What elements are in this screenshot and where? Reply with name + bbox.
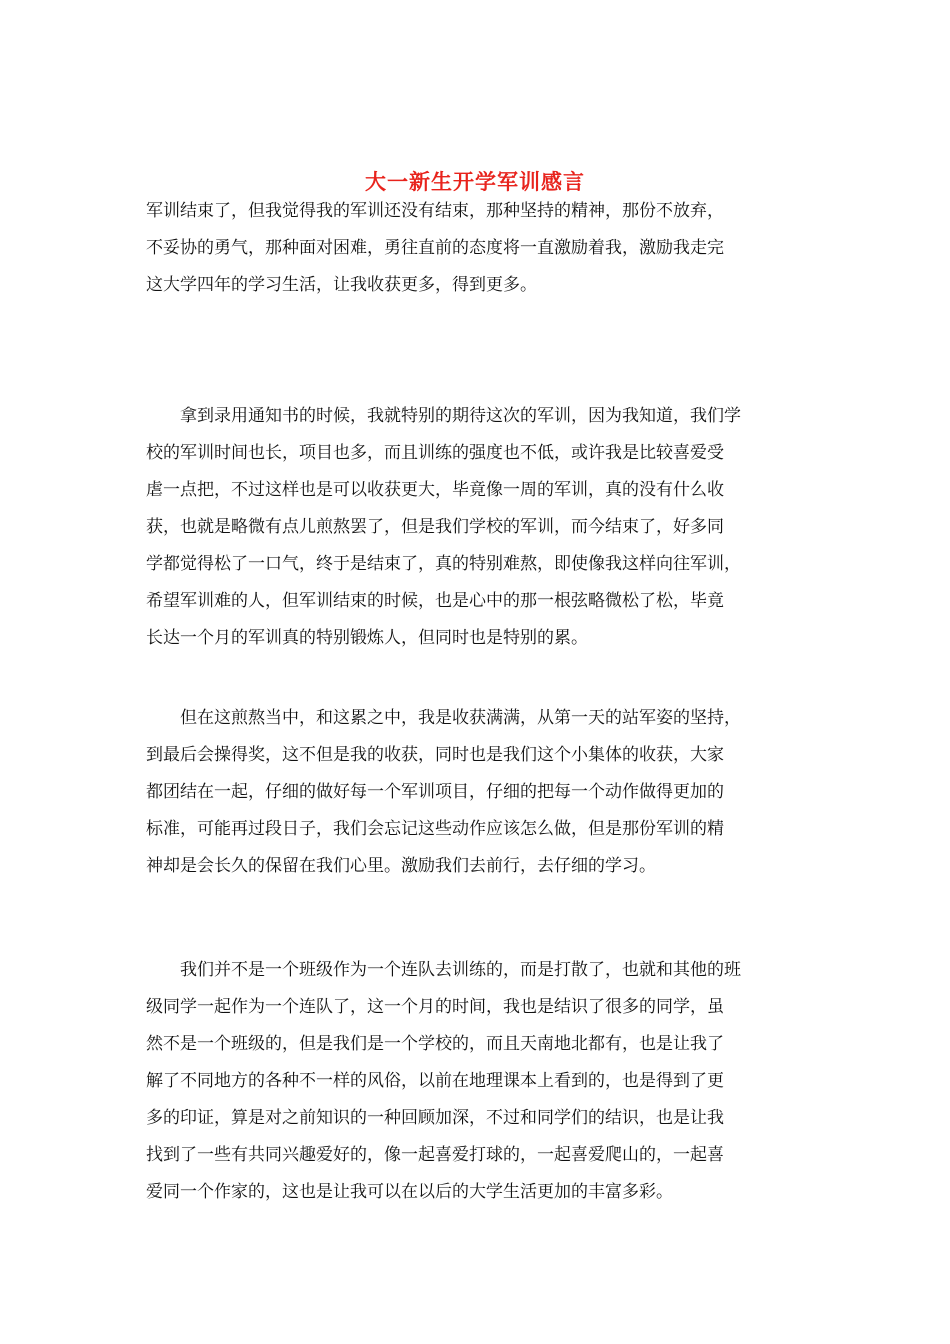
paragraph-line: 但在这煎熬当中，和这累之中，我是收获满满，从第一天的站军姿的坚持， <box>146 708 741 728</box>
paragraph-line: 学都觉得松了一口气，终于是结束了，真的特别难熬，即使像我这样向往军训， <box>146 554 741 574</box>
paragraph-line: 获，也就是略微有点儿煎熬罢了，但是我们学校的军训，而今结束了，好多同 <box>146 517 724 537</box>
paragraph-line: 长达一个月的军训真的特别锻炼人，但同时也是特别的累。 <box>146 628 588 648</box>
paragraph-line: 多的印证，算是对之前知识的一种回顾加深，不过和同学们的结识，也是让我 <box>146 1108 724 1128</box>
paragraph-1 <box>146 193 806 304</box>
paragraph-line: 虐一点把，不过这样也是可以收获更大，毕竟像一周的军训，真的没有什么收 <box>146 480 724 500</box>
paragraph-line: 级同学一起作为一个连队了，这一个月的时间，我也是结识了很多的同学，虽 <box>146 997 724 1017</box>
paragraph-line: 找到了一些有共同兴趣爱好的，像一起喜爱打球的，一起喜爱爬山的，一起喜 <box>146 1145 724 1165</box>
paragraph-line: 神却是会长久的保留在我们心里。激励我们去前行，去仔细的学习。 <box>146 856 656 876</box>
paragraph-line: 我们并不是一个班级作为一个连队去训练的，而是打散了，也就和其他的班 <box>146 960 741 980</box>
paragraph-4 <box>146 952 806 1211</box>
paragraph-3 <box>146 700 806 885</box>
paragraph-line: 校的军训时间也长，项目也多，而且训练的强度也不低，或许我是比较喜爱受 <box>146 443 724 463</box>
paragraph-line: 这大学四年的学习生活，让我收获更多，得到更多。 <box>146 275 537 295</box>
paragraph-line: 然不是一个班级的，但是我们是一个学校的，而且天南地北都有，也是让我了 <box>146 1034 724 1054</box>
paragraph-line: 军训结束了，但我觉得我的军训还没有结束，那种坚持的精神，那份不放弃， <box>146 201 724 221</box>
paragraph-line: 不妥协的勇气，那种面对困难，勇往直前的态度将一直激励着我，激励我走完 <box>146 238 724 258</box>
paragraph-line: 希望军训难的人，但军训结束的时候，也是心中的那一根弦略微松了松，毕竟 <box>146 591 724 611</box>
paragraph-line: 爱同一个作家的，这也是让我可以在以后的大学生活更加的丰富多彩。 <box>146 1182 673 1202</box>
paragraph-line: 解了不同地方的各种不一样的风俗，以前在地理课本上看到的，也是得到了更 <box>146 1071 724 1091</box>
paragraph-line: 标准，可能再过段日子，我们会忘记这些动作应该怎么做，但是那份军训的精 <box>146 819 724 839</box>
paragraph-line: 到最后会操得奖，这不但是我的收获，同时也是我们这个小集体的收获，大家 <box>146 745 724 765</box>
document-title: 大一新生开学军训感言 <box>365 169 585 195</box>
paragraph-line: 拿到录用通知书的时候，我就特别的期待这次的军训，因为我知道，我们学 <box>146 406 741 426</box>
paragraph-line: 都团结在一起，仔细的做好每一个军训项目，仔细的把每一个动作做得更加的 <box>146 782 724 802</box>
paragraph-2 <box>146 398 806 657</box>
